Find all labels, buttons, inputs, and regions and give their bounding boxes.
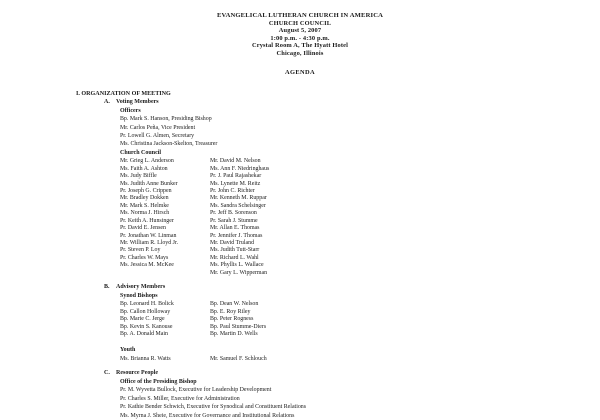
roster-row bbox=[120, 355, 600, 362]
roster-name-right: Mr. Richard L. Wahl bbox=[210, 254, 259, 261]
list-item: Mr. Carlos Peña, Vice President bbox=[120, 124, 196, 131]
subsection-c-heading bbox=[104, 369, 600, 378]
roster-row bbox=[120, 246, 600, 253]
roster-name-right: Bp. Peter Rogness bbox=[210, 316, 254, 323]
roster-row bbox=[120, 261, 600, 268]
roster-name-right: Mr. David Truland bbox=[210, 240, 255, 246]
roster-row bbox=[120, 232, 600, 239]
roster-name-left: Mr. Grieg L. Anderson bbox=[120, 158, 174, 165]
roster-name-right: Pr. Jeff B. Sorenson bbox=[210, 210, 257, 217]
list-item: Ms. Christina Jackson-Skelton, Treasurer bbox=[120, 141, 218, 148]
roster-name-right: Mr. Kenneth M. Ruppar bbox=[210, 195, 267, 202]
roster-name-right: Pr. J. Paul Rajashekar bbox=[210, 173, 262, 180]
roster-name-right: Ms. Judith Tutt-Starr bbox=[210, 247, 260, 254]
list-item: Pr. M. Wyvetta Bullock, Executive for Leadership Development bbox=[120, 387, 272, 394]
roster-name-left: Ms. Judith Anne Bunker bbox=[120, 180, 178, 187]
roster-name-left: Pr. Jonathan W. Linman bbox=[120, 232, 177, 239]
list-item: Ms. Myrna J. Sheie, Executive for Governance and Institutional Relations bbox=[120, 412, 295, 419]
roster-name-right: Ms. Ann F. Niedringhaus bbox=[210, 165, 270, 172]
roster-name-left: Bp. Callon Holloway bbox=[120, 308, 171, 315]
youth-roster bbox=[120, 355, 600, 362]
header-line-city: Chicago, Illinois bbox=[276, 49, 324, 57]
subsection-a-marker: A. bbox=[104, 99, 110, 106]
roster-name-right: Bp. Paul Stumme-Diers bbox=[210, 323, 267, 330]
roster-row bbox=[120, 157, 600, 164]
roster-name-right: Bp. Dean W. Nelson bbox=[210, 301, 259, 308]
roster-name-right: Pr. John C. Richter bbox=[210, 187, 255, 194]
subsection-b-heading bbox=[104, 283, 600, 292]
officers-list bbox=[120, 115, 600, 149]
roster-name-right: Ms. Lynette M. Reitz bbox=[210, 180, 261, 187]
officers-heading: Officers bbox=[120, 107, 141, 114]
roster-row bbox=[120, 300, 600, 307]
subsection-c-marker: C. bbox=[104, 370, 110, 377]
roster-row bbox=[120, 194, 600, 201]
roster-row bbox=[120, 308, 600, 315]
church-council-heading: Church Council bbox=[120, 149, 162, 156]
roster-name-left: Mr. Mark S. Helmke bbox=[120, 202, 169, 209]
roster-name-left: Bp. Marie C. Jerge bbox=[120, 316, 165, 323]
roster-row bbox=[120, 315, 600, 322]
roster-name-right: Mr. Allan E. Thomas bbox=[210, 225, 260, 232]
synod-bishops-roster bbox=[120, 300, 600, 337]
youth-heading: Youth bbox=[120, 347, 136, 354]
subsection-b-title: Advisory Members bbox=[116, 284, 166, 291]
presiding-bishop-office-heading: Office of the Presiding Bishop bbox=[120, 378, 197, 385]
roster-name-left: Ms. Judy Biffle bbox=[120, 173, 157, 180]
roster-row bbox=[120, 187, 600, 194]
roster-name-left: Ms. Norma J. Hirsch bbox=[120, 210, 170, 217]
roster-row bbox=[120, 323, 600, 330]
header-line-body: CHURCH COUNCIL bbox=[268, 19, 332, 27]
roster-row bbox=[120, 239, 600, 246]
roster-name-right: Ms. Sandra Schelsinger bbox=[210, 202, 266, 209]
subsection-b-marker: B. bbox=[104, 284, 110, 291]
list-item: Pr. Lowell G. Almen, Secretary bbox=[120, 132, 195, 139]
synod-bishops-heading: Synod Bishops bbox=[120, 292, 158, 299]
roster-name-left: Ms. Brianna R. Watts bbox=[120, 355, 171, 362]
list-item: Bp. Mark S. Hanson, Presiding Bishop bbox=[120, 116, 212, 123]
roster-row bbox=[120, 202, 600, 209]
document-header bbox=[0, 0, 600, 58]
roster-name-right: Mr. David M. Nelson bbox=[210, 158, 261, 165]
list-item: Pr. Kathie Bender Schwich, Executive for Synodical and Constituent Relations bbox=[120, 404, 307, 411]
church-council-roster bbox=[120, 157, 600, 276]
header-line-time: 1:00 p.m. - 4:30 p.m. bbox=[270, 34, 330, 42]
roster-name-right: Mr. Gary L. Wipperman bbox=[210, 269, 268, 276]
roster-name-right: Mr. Samuel F. Schlouch bbox=[210, 355, 267, 362]
roster-name-left: Pr. Keith A. Hunsinger bbox=[120, 217, 174, 224]
section-heading-organization: I. ORGANIZATION OF MEETING bbox=[76, 90, 171, 97]
roster-row bbox=[120, 172, 600, 179]
subsection-a-heading bbox=[104, 98, 600, 107]
agenda-outline bbox=[0, 90, 600, 420]
roster-row bbox=[120, 217, 600, 224]
roster-name-left: Pr. David E. Jensen bbox=[120, 225, 166, 232]
roster-row bbox=[120, 209, 600, 216]
subsection-c-title: Resource People bbox=[116, 370, 159, 377]
roster-name-left: Mr. William R. Lloyd Jr. bbox=[120, 240, 179, 246]
roster-row bbox=[120, 254, 600, 261]
roster-name-left: Bp. Leonard H. Bolick bbox=[120, 301, 174, 308]
header-line-venue: Crystal Room A, The Hyatt Hotel bbox=[251, 42, 349, 50]
list-item: Pr. Charles S. Miller, Executive for Administration bbox=[120, 395, 240, 402]
header-line-date: August 5, 2007 bbox=[278, 27, 322, 35]
roster-row bbox=[120, 165, 600, 172]
roster-name-left: Ms. Jessica M. McKee bbox=[120, 262, 174, 269]
roster-name-left: Bp. Kevin S. Kanouse bbox=[120, 323, 173, 330]
roster-name-left: Ms. Faith A. Ashton bbox=[120, 165, 168, 172]
subsection-a-title: Voting Members bbox=[116, 99, 159, 106]
roster-name-right: Ms. Phyllis L. Wallace bbox=[210, 262, 264, 269]
roster-row bbox=[120, 224, 600, 231]
roster-name-right: Pr. Sarah J. Stumme bbox=[210, 217, 258, 224]
resource-people-list bbox=[120, 386, 600, 420]
roster-name-left: Pr. Joseph G. Crippen bbox=[120, 187, 172, 194]
roster-row bbox=[120, 269, 600, 276]
roster-name-right: Pr. Jennifer J. Thomas bbox=[210, 232, 263, 239]
agenda-title: AGENDA bbox=[284, 68, 316, 76]
roster-name-right: Bp. Martin D. Wells bbox=[210, 330, 258, 337]
roster-name-left: Pr. Steven P. Loy bbox=[120, 247, 161, 254]
roster-name-left: Bp. A. Donald Main bbox=[120, 330, 168, 337]
roster-row bbox=[120, 330, 600, 337]
roster-name-left: Pr. Charles W. Mays bbox=[120, 254, 169, 261]
header-line-organization: EVANGELICAL LUTHERAN CHURCH IN AMERICA bbox=[216, 12, 384, 19]
roster-row bbox=[120, 180, 600, 187]
roster-name-right: Bp. E. Roy Riley bbox=[210, 308, 251, 315]
roster-name-left: Mr. Bradley Dokken bbox=[120, 195, 169, 202]
